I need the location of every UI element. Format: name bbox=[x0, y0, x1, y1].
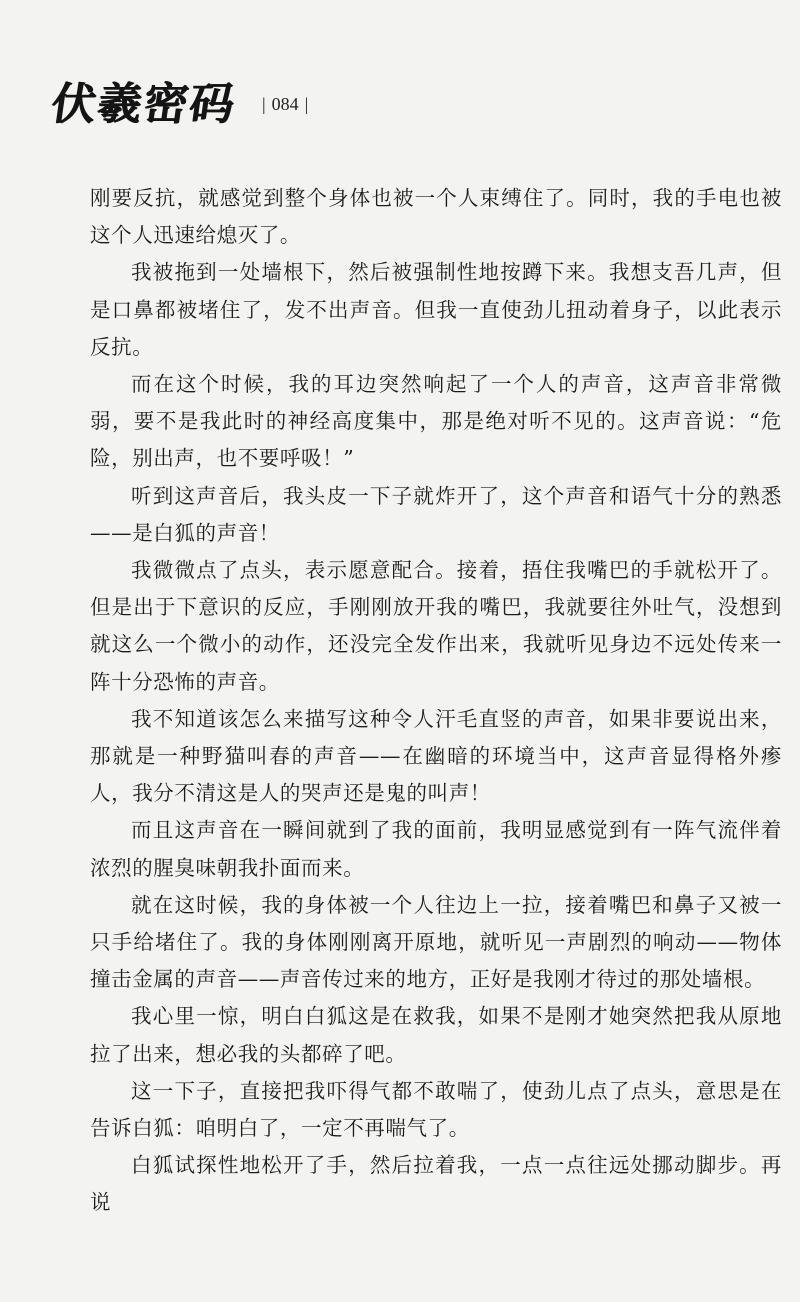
paragraph: 刚要反抗，就感觉到整个身体也被一个人束缚住了。同时，我的手电也被这个人迅速给熄灭了。 bbox=[90, 186, 782, 248]
paragraph: 而在这个时候，我的耳边突然响起了一个人的声音，这声音非常微弱，要不是我此时的神经高度集中，那是绝对听不见的。这声音说：“危险，别出声，也不要呼吸！” bbox=[90, 372, 782, 471]
paragraph: 我被拖到一处墙根下，然后被强制性地按蹲下来。我想支吾几声，但是口鼻都被堵住了，发不出声音。但我一直使劲儿扭动着身子，以此表示反抗。 bbox=[90, 260, 782, 359]
book-title: 伏羲密码 bbox=[47, 79, 239, 130]
paragraph: 听到这声音后，我头皮一下子就炸开了，这个声音和语气十分的熟悉——是白狐的声音！ bbox=[90, 483, 782, 545]
paragraph: 这一下子，直接把我吓得气都不敢喘了，使劲儿点了点头，意思是在告诉白狐：咱明白了，一定不再喘气了。 bbox=[90, 1078, 782, 1141]
page-number: 084 bbox=[271, 93, 299, 114]
body-text bbox=[90, 180, 782, 1222]
page-number-label bbox=[256, 94, 314, 115]
paragraph: 我微微点了点头，表示愿意配合。接着，捂住我嘴巴的手就松开了。但是出于下意识的反应，手刚刚放开我的嘴巴，我就要往外吐气，没想到就这么一个微小的动作，还没完全发作出来，我就听见身边不远处传来一阵十分恐怖的声音。 bbox=[90, 558, 782, 694]
paragraph: 而且这声音在一瞬间就到了我的面前，我明显感觉到有一阵气流伴着浓烈的腥臭味朝我扑面而来。 bbox=[90, 818, 782, 880]
paragraph: 就在这时候，我的身体被一个人往边上一拉，接着嘴巴和鼻子又被一只手给堵住了。我的身体刚刚离开原地，就听见一声剧烈的响动——物体撞击金属的声音——声音传过来的地方，正好是我刚才待过的那处墙根。 bbox=[90, 892, 782, 992]
paragraph: 我心里一惊，明白白狐这是在救我，如果不是刚才她突然把我从原地拉了出来，想必我的头都碎了吧。 bbox=[90, 1004, 782, 1066]
running-head bbox=[47, 72, 314, 130]
divider: | bbox=[262, 93, 266, 114]
paragraph: 我不知道该怎么来描写这种令人汗毛直竖的声音，如果非要说出来，那就是一种野猫叫春的声音——在幽暗的环境当中，这声音显得格外瘆人，我分不清这是人的哭声还是鬼的叫声！ bbox=[90, 706, 782, 806]
paragraph: 白狐试探性地松开了手，然后拉着我，一点一点往远处挪动脚步。再说 bbox=[90, 1153, 782, 1215]
divider: | bbox=[304, 93, 309, 114]
